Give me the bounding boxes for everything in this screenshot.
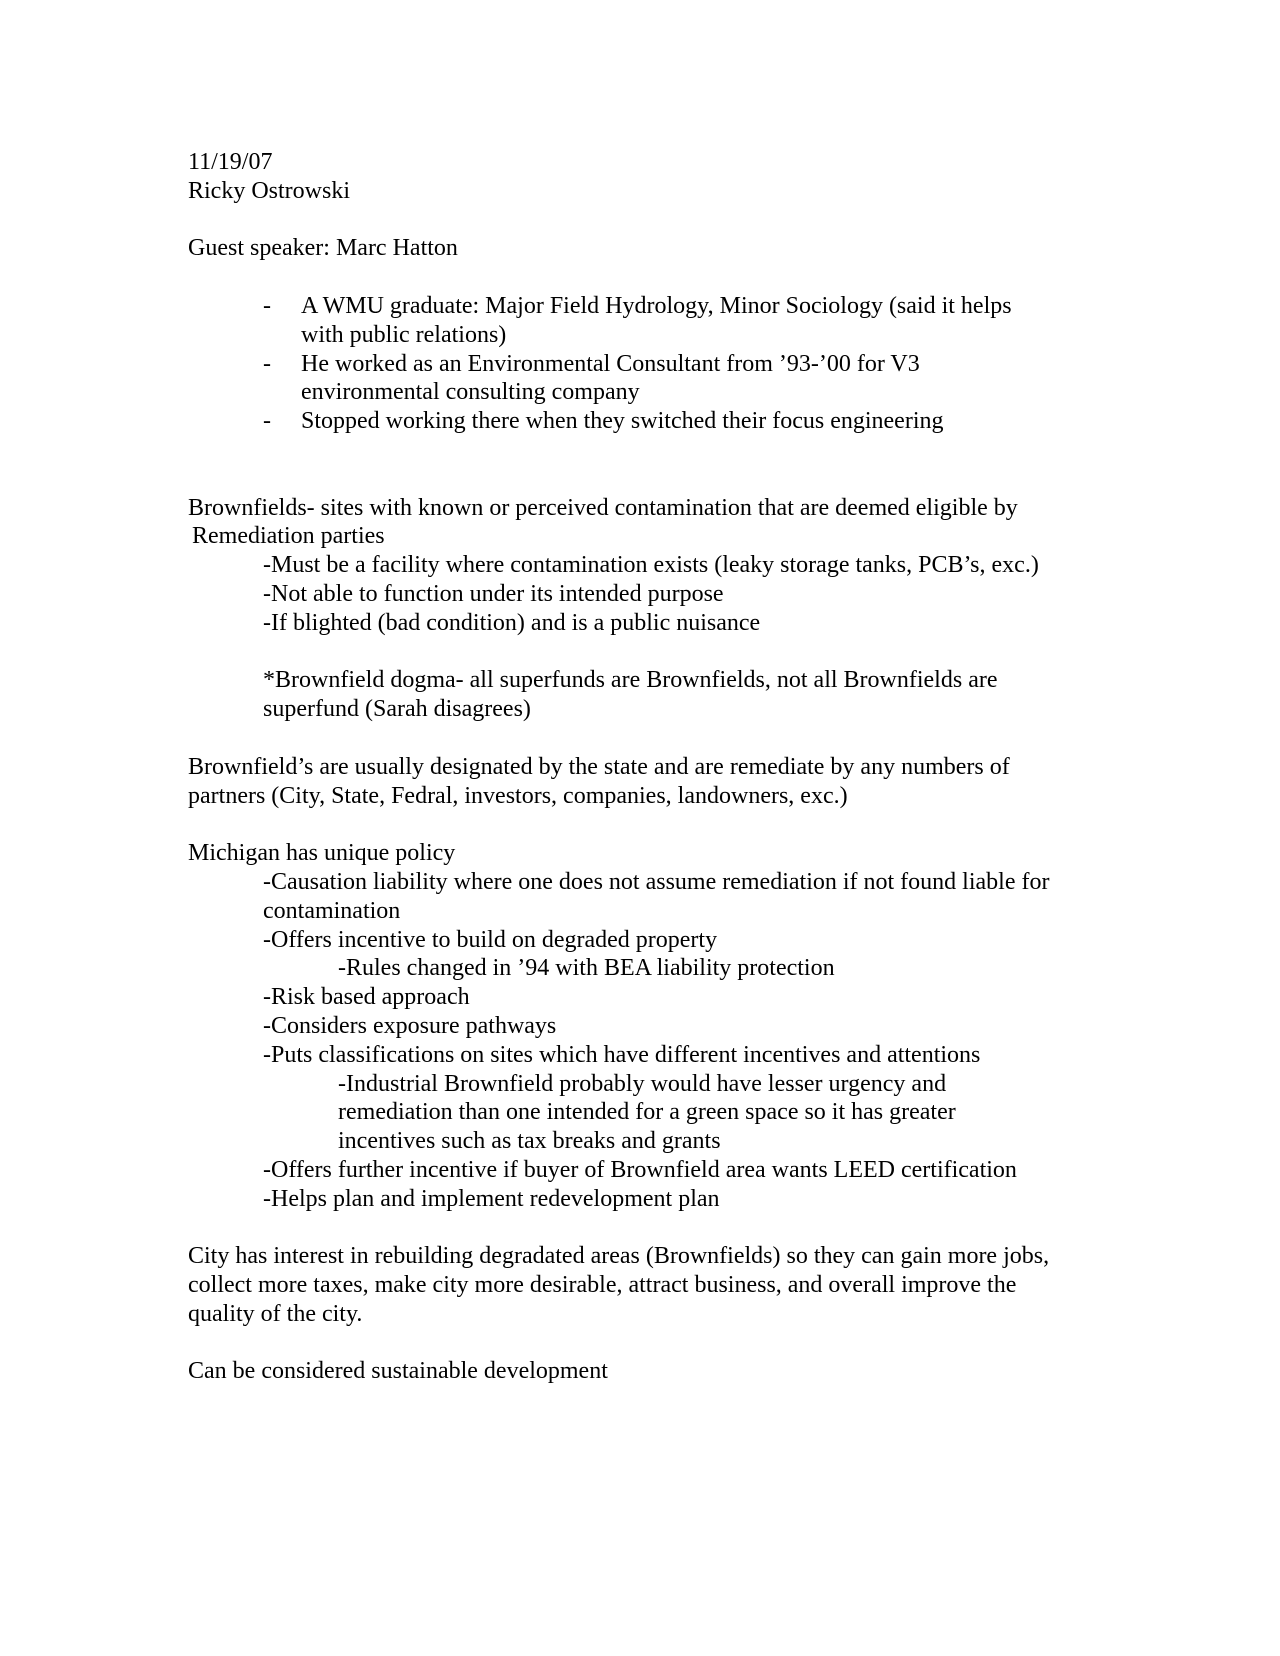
criteria-item: -If blighted (bad condition) and is a public nuisance xyxy=(263,609,761,636)
brownfield-dogma-cont: superfund (Sarah disagrees) xyxy=(263,696,531,723)
bullet-dash: - xyxy=(263,408,271,435)
bullet-text: He worked as an Environmental Consultant from ’93-’00 for V3 xyxy=(301,350,920,377)
spacer xyxy=(188,638,1188,667)
brownfields-definition: Brownfields- sites with known or perceived contamination that are deemed eligible by xyxy=(188,494,1018,521)
bullet-dash: - xyxy=(263,292,271,319)
michigan-item: -Puts classifications on sites which have different incentives and attentions xyxy=(263,1041,981,1068)
bullet-item xyxy=(188,292,1188,350)
criteria-item: -Not able to function under its intended purpose xyxy=(263,580,724,607)
spacer xyxy=(188,263,1188,292)
spacer xyxy=(188,1329,1188,1358)
bullet-text: A WMU graduate: Major Field Hydrology, Minor Sociology (said it helps xyxy=(301,292,1012,319)
city-paragraph: City has interest in rebuilding degradated areas (Brownfields) so they can gain more jobs, xyxy=(188,1243,1050,1270)
michigan-subitem-cont: incentives such as tax breaks and grants xyxy=(338,1128,721,1155)
bullet-text: with public relations) xyxy=(301,321,507,348)
michigan-subitem-cont: remediation than one intended for a green space so it has greater xyxy=(338,1099,956,1126)
designation-paragraph: Brownfield’s are usually designated by the state and are remediate by any numbers of xyxy=(188,753,1010,780)
michigan-item: -Offers further incentive if buyer of Brownfield area wants LEED certification xyxy=(263,1156,1017,1183)
bullet-item xyxy=(188,407,1188,436)
michigan-item-cont: contamination xyxy=(263,897,401,924)
michigan-item: -Causation liability where one does not assume remediation if not found liable for xyxy=(263,868,1050,895)
bullet-text: Stopped working there when they switched their focus engineering xyxy=(301,408,944,435)
spacer xyxy=(188,1213,1188,1242)
michigan-item: -Risk based approach xyxy=(263,984,470,1011)
note-date: 11/19/07 xyxy=(188,149,273,175)
speaker-bullet-list xyxy=(188,292,1188,436)
city-paragraph-cont: collect more taxes, make city more desirable, attract business, and overall improve the xyxy=(188,1272,1017,1299)
spacer xyxy=(188,436,1188,494)
bullet-dash: - xyxy=(263,350,271,377)
michigan-subitem: -Rules changed in ’94 with BEA liability protection xyxy=(338,955,835,982)
document-body xyxy=(188,148,1188,1386)
city-paragraph-cont: quality of the city. xyxy=(188,1300,363,1327)
spacer xyxy=(188,724,1188,753)
designation-paragraph-cont: partners (City, State, Fedral, investors, companies, landowners, exc.) xyxy=(188,782,848,809)
spacer xyxy=(188,810,1188,839)
criteria-item: -Must be a facility where contamination exists (leaky storage tanks, PCB’s, exc.) xyxy=(263,552,1039,579)
brownfield-dogma: *Brownfield dogma- all superfunds are Brownfields, not all Brownfields are xyxy=(263,667,998,694)
michigan-item: -Considers exposure pathways xyxy=(263,1012,557,1039)
spacer xyxy=(188,206,1188,235)
note-author: Ricky Ostrowski xyxy=(188,177,350,204)
bullet-item xyxy=(188,350,1188,408)
closing-line: Can be considered sustainable development xyxy=(188,1358,608,1385)
michigan-item: -Offers incentive to build on degraded property xyxy=(263,926,718,953)
michigan-heading: Michigan has unique policy xyxy=(188,840,456,867)
michigan-item: -Helps plan and implement redevelopment plan xyxy=(263,1185,720,1212)
guest-speaker-line: Guest speaker: Marc Hatton xyxy=(188,235,458,262)
michigan-subitem: -Industrial Brownfield probably would have lesser urgency and xyxy=(338,1070,947,1097)
brownfields-definition-cont: Remediation parties xyxy=(192,523,385,550)
bullet-text: environmental consulting company xyxy=(301,379,640,406)
